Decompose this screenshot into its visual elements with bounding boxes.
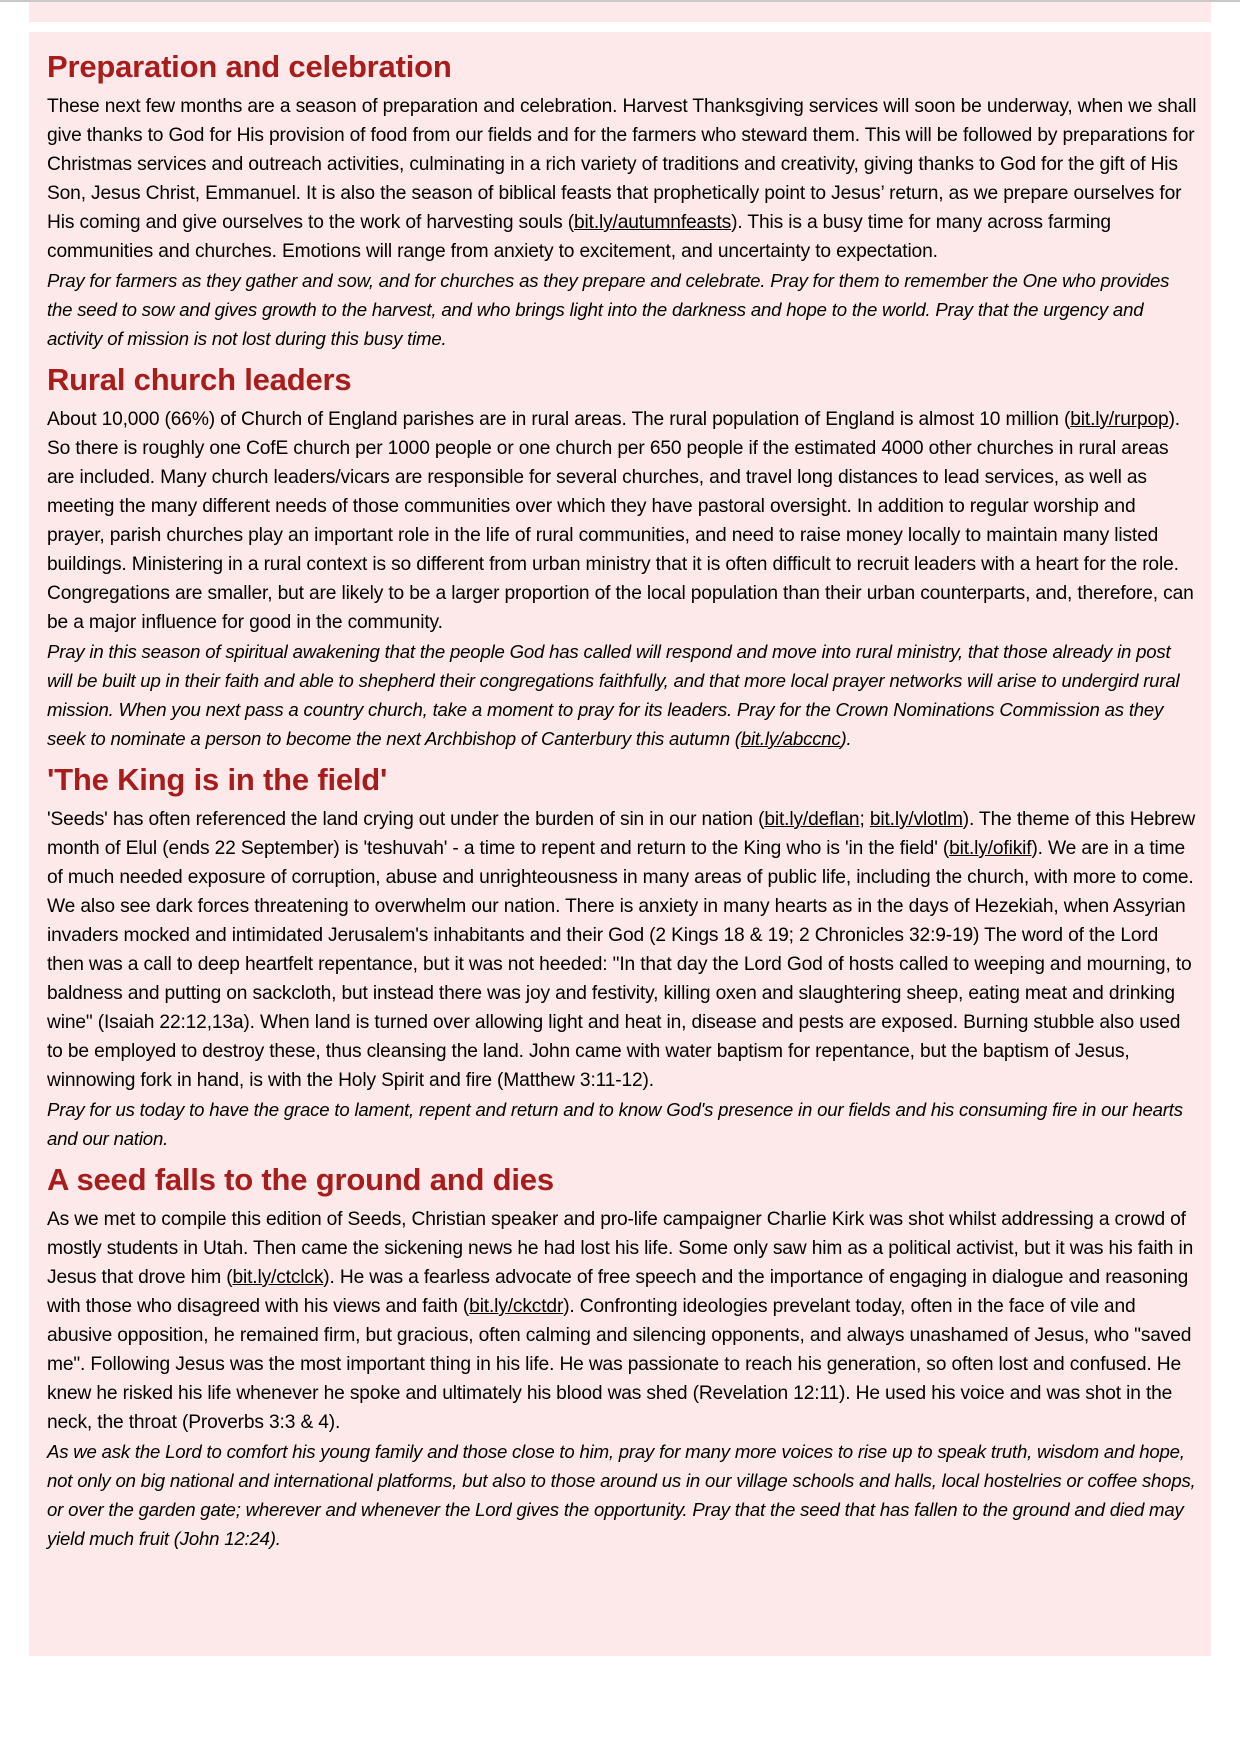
- sections-container: [47, 46, 1197, 1559]
- text-run: ). We are in a time of much needed exposure of corruption, abuse and unrighteousness in many areas of public life, including the church, with more to come. We also see dark forces threatening to overwhelm our nation. There is anxiety in many hearts as in the days of Hezekiah, when Assyrian invaders mocked and intimidated Jerusalem's inhabitants and their God (2 Kings 18 & 19; 2 Chronicles 32:9-19) The word of the Lord then was a call to deep heartfelt repentance, but it was not heeded: "In that day the Lord God of hosts called to weeping and mourning, to baldness and putting on sackcloth, but instead there was joy and festivity, killing oxen and slaughtering sheep, eating meat and drinking wine" (Isaiah 22:12,13a). When land is turned over allowing light and heat in, disease and pests are exposed. Burning stubble also used to be employed to destroy these, thus cleansing the land. John came with water baptism for repentance, but the baptism of Jesus, winnowing fork in hand, is with the Holy Spirit and fire (Matthew 3:11-12).: [47, 838, 1194, 1091]
- reference-link[interactable]: bit.ly/ofikif: [949, 838, 1032, 859]
- text-run: 'Seeds' has often referenced the land crying out under the burden of sin in our nation (: [47, 809, 765, 830]
- text-run: ). This is a busy time for many across farming communities and churches. Emotions will range from anxiety to excitement, and uncertainty to expectation.: [47, 212, 1111, 262]
- text-run: ). He was a fearless advocate of free speech and the importance of engaging in dialogue and reasoning with those who disagreed with his views and faith (: [47, 1267, 1189, 1317]
- prayer-paragraph: [47, 637, 1197, 753]
- reference-link[interactable]: bit.ly/ctclck: [232, 1267, 324, 1288]
- article-section: [47, 759, 1197, 1159]
- section-body: [47, 92, 1197, 266]
- reference-link[interactable]: bit.ly/vlotlm: [869, 809, 963, 830]
- text-run: Pray for farmers as they gather and sow, and for churches as they prepare and celebrate. Pray for them to remember the One who provides the seed to sow and gives growth to the harvest, and who brings light into the darkness and hope to the world. Pray that the urgency and activity of mission is not lost during this busy time.: [47, 270, 1170, 349]
- prayer-paragraph: [47, 266, 1197, 353]
- text-run: ). Confronting ideologies prevelant today, often in the face of vile and abusive opposition, he remained firm, but gracious, often calming and silencing opponents, and always unashamed of Jesus, who "saved me". Following Jesus was the most important thing in his life. He was passionate to reach his generation, so often lost and confused. He knew he risked his life whenever he spoke and ultimately his blood was shed (Revelation 12:11). He used his voice and was shot in the neck, the throat (Proverbs 3:3 & 4).: [47, 1296, 1192, 1433]
- article-section: [47, 1159, 1197, 1559]
- article-section: [47, 359, 1197, 759]
- section-heading: A seed falls to the ground and dies: [47, 1162, 554, 1197]
- section-body: [47, 805, 1197, 1095]
- text-run: These next few months are a season of preparation and celebration. Harvest Thanksgiving services will soon be underway, when we shall give thanks to God for His provision of food from our fields and for the farmers who steward them. This will be followed by preparations for Christmas services and outreach activities, culminating in a rich variety of traditions and creativity, giving thanks to God for the gift of His Son, Jesus Christ, Emmanuel. It is also the season of biblical feasts that prophetically point to Jesus’ return, as we prepare ourselves for His coming and give ourselves to the work of harvesting souls (: [47, 96, 1197, 233]
- content-panel: [29, 32, 1211, 1656]
- article-section: [47, 46, 1197, 359]
- text-run: ). The theme of this Hebrew month of Elul (ends 22 September) is 'teshuvah' - a time to repent and return to the King who is 'in the field' (: [47, 809, 1196, 859]
- section-body: [47, 405, 1197, 637]
- section-body: [47, 1205, 1197, 1437]
- text-run: As we met to compile this edition of Seeds, Christian speaker and pro-life campaigner Charlie Kirk was shot whilst addressing a crowd of mostly students in Utah. Then came the sickening news he had lost his life. Some only saw him as a political activist, but it was his faith in Jesus that drove him (: [47, 1209, 1194, 1288]
- reference-link[interactable]: bit.ly/deflan: [764, 809, 860, 830]
- reference-link[interactable]: bit.ly/abccnc: [740, 728, 841, 749]
- text-run: Pray in this season of spiritual awakening that the people God has called will respond and move into rural ministry, that those already in post will be built up in their faith and able to shepherd their congregations faithfully, and that more local prayer networks will arise to undergird rural mission. When you next pass a country church, take a moment to pray for its leaders. Pray for the Crown Nominations Commission as they seek to nominate a person to become the next Archbishop of Canterbury this autumn (: [47, 641, 1180, 749]
- text-run: About 10,000 (66%) of Church of England parishes are in rural areas. The rural population of England is almost 10 million (: [47, 409, 1071, 430]
- text-run: Pray for us today to have the grace to lament, repent and return and to know God's presence in our fields and his consuming fire in our hearts and our nation.: [47, 1099, 1183, 1149]
- section-gap: [47, 1553, 1197, 1559]
- section-heading: Preparation and celebration: [47, 49, 452, 84]
- prayer-paragraph: [47, 1095, 1197, 1153]
- text-run: ). So there is roughly one CofE church per 1000 people or one church per 650 people if the estimated 4000 other churches in rural areas are included. Many church leaders/vicars are responsible for several churches, and travel long distances to lead services, as well as meeting the many different needs of those communities over which they have pastoral oversight. In addition to regular worship and prayer, parish churches play an important role in the life of rural communities, and need to raise money locally to maintain many listed buildings. Ministering in a rural context is so different from urban ministry that it is often difficult to recruit leaders with a heart for the role. Congregations are smaller, but are likely to be a larger proportion of the local population than their urban counterparts, and, therefore, can be a major influence for good in the community.: [47, 409, 1194, 633]
- reference-link[interactable]: bit.ly/rurpop: [1070, 409, 1169, 430]
- text-run: ).: [840, 728, 852, 749]
- reference-link[interactable]: bit.ly/autumnfeasts: [574, 212, 732, 233]
- reference-link[interactable]: bit.ly/ckctdr: [469, 1296, 564, 1317]
- prayer-paragraph: [47, 1437, 1197, 1553]
- section-heading: 'The King is in the field': [47, 762, 388, 797]
- previous-panel-edge: [29, 2, 1211, 22]
- text-run: ;: [859, 809, 870, 830]
- text-run: As we ask the Lord to comfort his young family and those close to him, pray for many more voices to rise up to speak truth, wisdom and hope, not only on big national and international platforms, but also to those around us in our village schools and halls, local hostelries or coffee shops, or over the garden gate; wherever and whenever the Lord gives the opportunity. Pray that the seed that has fallen to the ground and died may yield much fruit (John 12:24).: [47, 1441, 1196, 1549]
- section-heading: Rural church leaders: [47, 362, 352, 397]
